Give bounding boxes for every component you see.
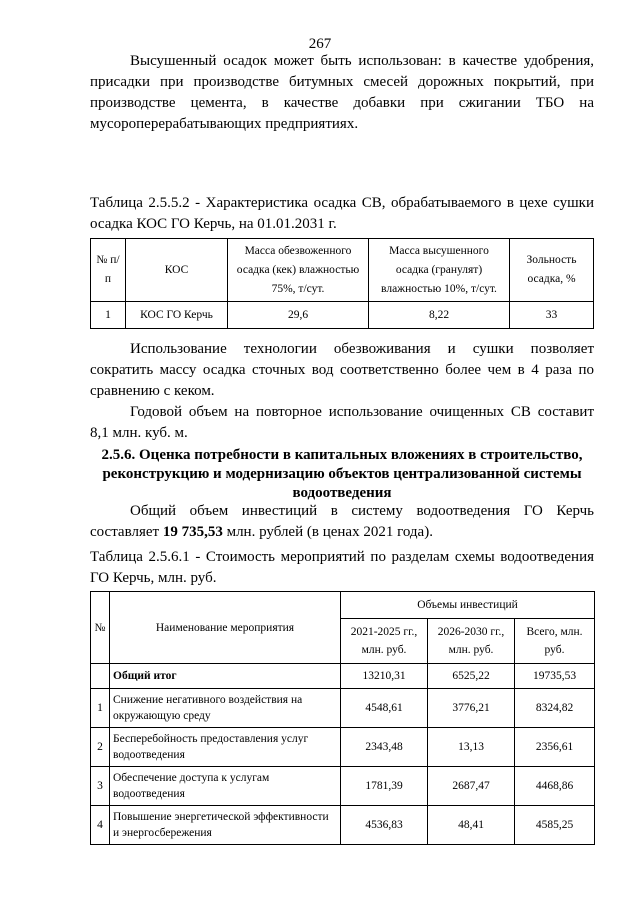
table-row: 3 Обеспечение доступа к услугам водоотведения 1781,39 2687,47 4468,86: [91, 767, 595, 806]
section-heading: 2.5.6. Оценка потребности в капитальных вложениях в строительство, реконструкцию и модернизацию объектов централизованной системы водоотведения: [101, 447, 583, 501]
table-row: 4 Повышение энергетической эффективности и энергосбережения 4536,83 48,41 4585,25: [91, 806, 595, 845]
table2-header-num: №: [91, 592, 110, 664]
total-period2: 6525,22: [428, 664, 515, 689]
paragraph-dried-sludge-use: Высушенный осадок может быть использован: в качестве удобрения, присадки при производстве битумных смесей дорожных покрытий, при производстве цемента, в качестве добавки при сжигании ТБО на мусороперерабатывающих предприятиях.: [90, 53, 594, 132]
table-row: 2 Бесперебойность предоставления услуг водоотведения 2343,48 13,13 2356,61: [91, 728, 595, 767]
investment-text-end: млн. рублей (в ценах 2021 года).: [222, 524, 433, 540]
sludge-characteristics-table: [90, 238, 594, 329]
table1-cell-ash: 33: [510, 302, 594, 329]
investment-cost-table: [90, 591, 595, 845]
paragraph-annual-volume: Годовой объем на повторное использование очищенных СВ составит 8,1 млн. куб. м.: [90, 404, 594, 441]
investment-text-start: Общий объем инвестиций в систему водоотведения ГО Керчь составляет: [90, 503, 594, 540]
table2-header-period2: 2026-2030 гг., млн. руб.: [428, 619, 515, 664]
table2-header-row-1: [91, 592, 595, 619]
table-row: 1 Снижение негативного воздействия на окружающую среду 4548,61 3776,21 8324,82: [91, 689, 595, 728]
total-label: Общий итог: [110, 664, 341, 689]
paragraph-technology: Использование технологии обезвоживания и сушки позволяет сократить массу осадка сточных вод соответственно более чем в 4 раза по сравнению с кеком.: [90, 341, 594, 399]
total-period1: 13210,31: [341, 664, 428, 689]
table1-header-ash: Зольность осадка, %: [510, 239, 594, 302]
table1-header-row: [91, 239, 594, 302]
table-row-total: [91, 664, 595, 689]
page-number: 267: [308, 36, 332, 52]
table1-cell-dried: 8,22: [369, 302, 510, 329]
total-sum: 19735,53: [515, 664, 595, 689]
table1-cell-kos: КОС ГО Керчь: [126, 302, 228, 329]
table1-caption: Таблица 2.5.5.2 - Характеристика осадка СВ, обрабатываемого в цехе сушки осадка КОС ГО Керчь, на 01.01.2031 г.: [90, 195, 594, 232]
paragraph-total-investment: [90, 501, 594, 543]
table1-cell-dewatered: 29,6: [228, 302, 369, 329]
table1-cell-num: 1: [91, 302, 126, 329]
table1-header-num: № п/п: [91, 239, 126, 302]
investment-total-value: 19 735,53: [162, 524, 223, 540]
table2-header-name: Наименование мероприятия: [110, 592, 341, 664]
table1-header-kos: КОС: [126, 239, 228, 302]
table2-header-group: Объемы инвестиций: [341, 592, 595, 619]
table1-header-dewatered-mass: Масса обезвоженного осадка (кек) влажностью 75%, т/сут.: [228, 239, 369, 302]
table2-header-period1: 2021-2025 гг., млн. руб.: [341, 619, 428, 664]
table-row: [91, 302, 594, 329]
table2-header-total: Всего, млн. руб.: [515, 619, 595, 664]
table1-header-dried-mass: Масса высушенного осадка (гранулят) влажностью 10%, т/сут.: [369, 239, 510, 302]
table2-caption: Таблица 2.5.6.1 - Стоимость мероприятий по разделам схемы водоотведения ГО Керчь, млн. руб.: [90, 549, 594, 586]
